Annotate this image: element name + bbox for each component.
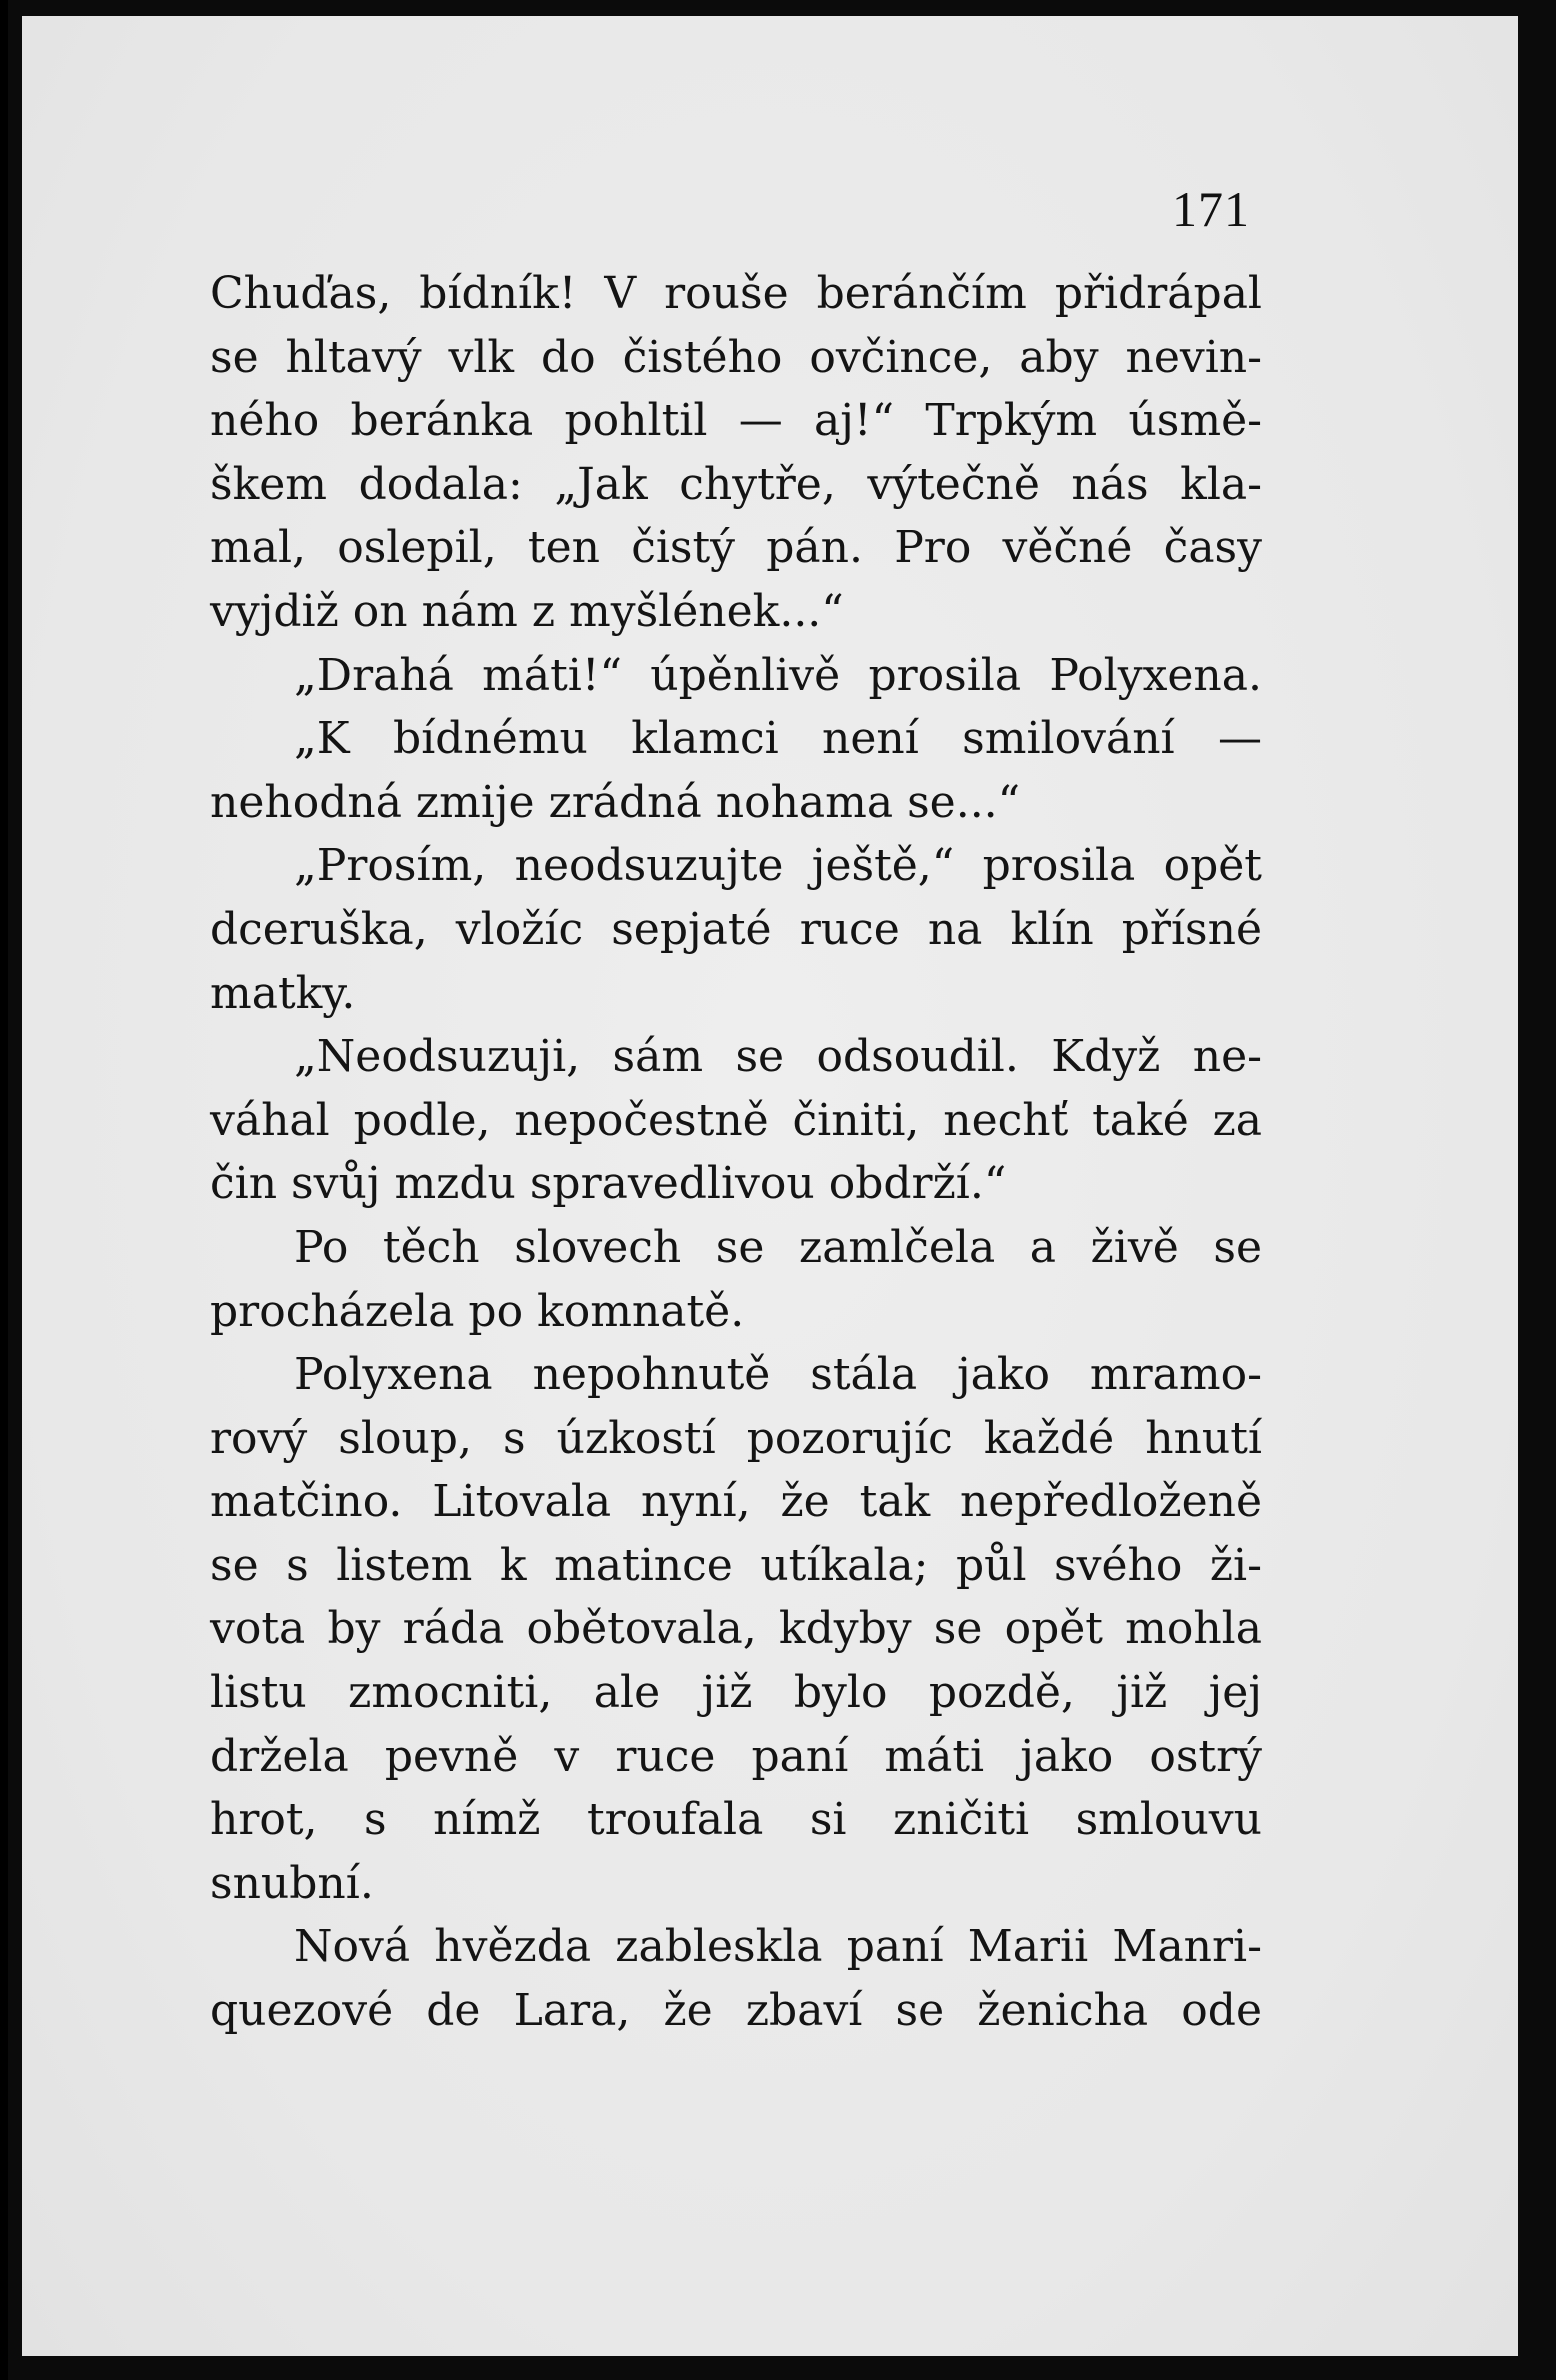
page-gutter-edge	[0, 0, 8, 2380]
text-line: se hltavý vlk do čistého ovčince, aby nevin-	[210, 331, 1262, 383]
text-line: Chuďas, bídník! V rouše beránčím přidrápal	[210, 268, 1262, 319]
text-line: Polyxena nepohnutě stála jako mramo-	[294, 1349, 1262, 1401]
text-line: ného beránka pohltil — aj!“ Trpkým úsmě-	[210, 395, 1262, 447]
text-line: matčino. Litovala nyní, že tak nepředloženě	[210, 1476, 1262, 1528]
text-line: vota by ráda obětovala, kdyby se opět mohla	[210, 1603, 1262, 1655]
text-line: držela pevně v ruce paní máti jako ostrý	[210, 1730, 1262, 1782]
text-line: „Neodsuzuji, sám se odsoudil. Když ne-	[294, 1031, 1262, 1083]
text-line: „Drahá máti!“ úpěnlivě prosila Polyxena.	[294, 649, 1262, 701]
text-line: škem dodala: „Jak chytře, výtečně nás kla-	[210, 458, 1262, 510]
text-line: čin svůj mzdu spravedlivou obdrží.“	[210, 1158, 1007, 1210]
text-line: „K bídnému klamci není smilování —	[294, 713, 1262, 765]
text-line: Po těch slovech se zamlčela a živě se	[294, 1221, 1262, 1273]
text-line: váhal podle, nepočestně činiti, nechť také za	[210, 1094, 1262, 1146]
text-line: quezové de Lara, že zbaví se ženicha ode	[210, 1985, 1262, 2037]
text-line: snubní.	[210, 1857, 374, 1909]
page-number: 171	[1172, 181, 1250, 237]
text-line: listu zmocniti, ale již bylo pozdě, již jej	[210, 1667, 1262, 1719]
text-line: matky.	[210, 967, 356, 1019]
text-line: rový sloup, s úzkostí pozorujíc každé hnutí	[210, 1412, 1262, 1464]
text-line: mal, oslepil, ten čistý pán. Pro věčné časy	[210, 522, 1262, 574]
text-line: se s listem k matince utíkala; půl svého ži-	[210, 1539, 1262, 1591]
text-line: hrot, s nímž troufala si zničiti smlouvu	[210, 1794, 1262, 1846]
text-line: vyjdiž on nám z myšlének...“	[210, 585, 844, 637]
text-line: nehodná zmije zrádná nohama se...“	[210, 776, 1021, 828]
text-line: Nová hvězda zableskla paní Marii Manri-	[294, 1921, 1262, 1973]
text-line: dceruška, vložíc sepjaté ruce na klín přísné	[210, 903, 1262, 955]
text-line: procházela po komnatě.	[210, 1285, 745, 1337]
text-line: „Prosím, neodsuzujte ještě,“ prosila opět	[294, 840, 1262, 892]
body-text	[210, 262, 1262, 2043]
